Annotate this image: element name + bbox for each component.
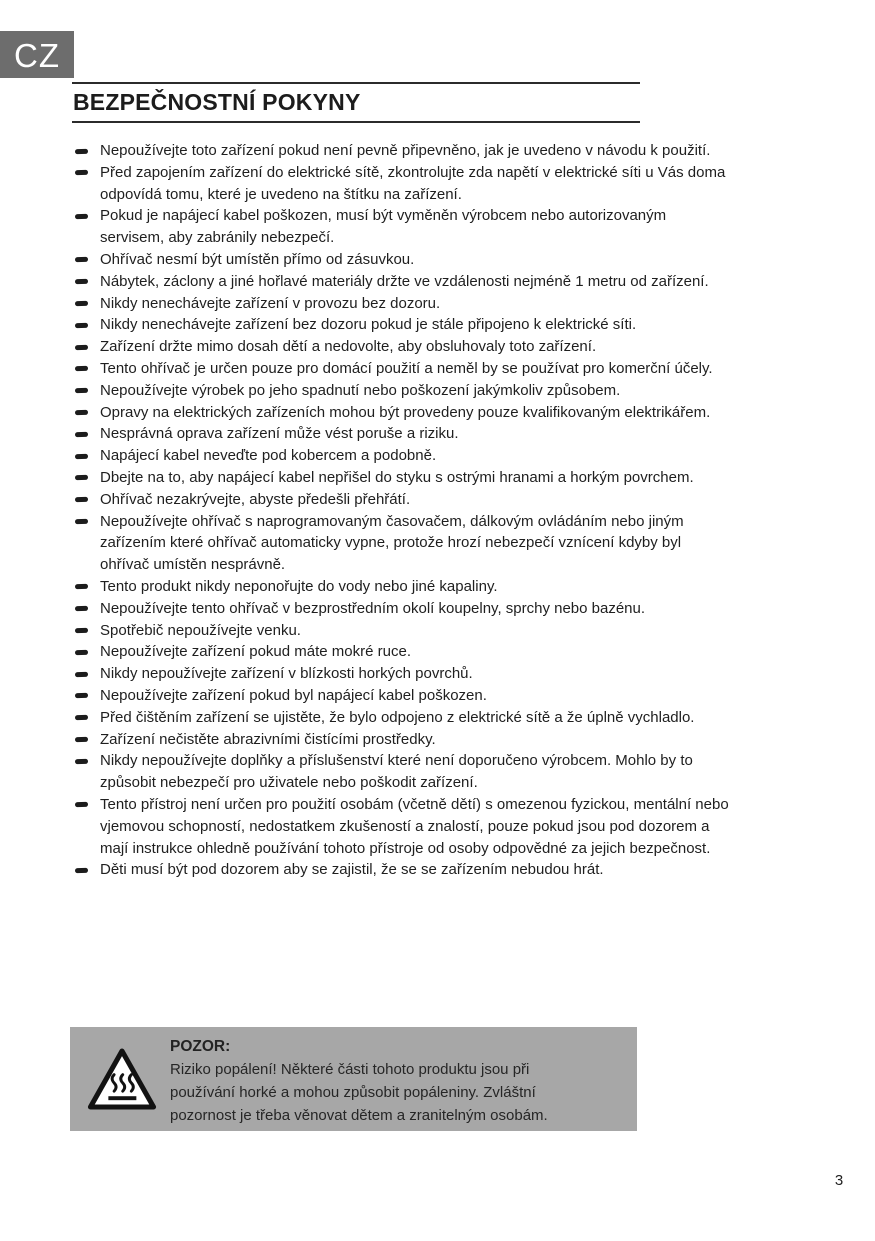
dash-bullet-icon	[75, 148, 88, 153]
list-item	[72, 729, 730, 751]
instruction-text: Tento ohřívač je určen pouze pro domácí použití a neměl by se používat pro komerční účely.	[100, 359, 713, 377]
dash-bullet-icon	[75, 759, 88, 764]
list-item	[72, 402, 730, 424]
instruction-text: Nepoužívejte ohřívač s naprogramovaným časovačem, dálkovým ovládáním nebo jiným zařízením které ohřívač automaticky vypne, protože hrozí nebezpečí vznícení kdyby byl ohřívač umístěn nesprávně.	[100, 512, 684, 574]
list-item	[72, 576, 730, 598]
list-item	[72, 750, 730, 794]
dash-bullet-icon	[75, 519, 88, 524]
dash-bullet-icon	[75, 693, 88, 698]
list-item	[72, 794, 730, 859]
list-item	[72, 140, 730, 162]
dash-bullet-icon	[75, 323, 88, 328]
hot-surface-warning-icon	[86, 1046, 158, 1112]
dash-bullet-icon	[75, 170, 88, 175]
list-item	[72, 249, 730, 271]
instruction-text: Nepoužívejte výrobek po jeho spadnutí nebo poškození jakýmkoliv způsobem.	[100, 381, 621, 399]
list-item	[72, 467, 730, 489]
list-item	[72, 663, 730, 685]
warning-text-block	[170, 1035, 570, 1127]
page-header	[72, 82, 640, 123]
warning-body: Riziko popálení! Některé části tohoto produktu jsou při používání horké a mohou způsobit popáleniny. Zvláštní pozornost je třeba věnovat dětem a zranitelným osobám.	[170, 1061, 548, 1124]
dash-bullet-icon	[75, 366, 88, 371]
list-item	[72, 423, 730, 445]
language-badge	[0, 31, 74, 78]
list-item	[72, 489, 730, 511]
header-rule-bottom	[72, 121, 640, 123]
list-item	[72, 707, 730, 729]
instruction-text: Nikdy nenechávejte zařízení bez dozoru pokud je stále připojeno k elektrické síti.	[100, 316, 637, 334]
list-item	[72, 859, 730, 881]
dash-bullet-icon	[75, 475, 88, 480]
dash-bullet-icon	[75, 214, 88, 219]
instruction-text: Nikdy nenechávejte zařízení v provozu bez dozoru.	[100, 294, 441, 312]
dash-bullet-icon	[75, 388, 88, 393]
instruction-text: Dbejte na to, aby napájecí kabel nepřišel do styku s ostrými hranami a horkým povrchem.	[100, 468, 694, 486]
instruction-text: Nepoužívejte toto zařízení pokud není pevně připevněno, jak je uvedeno v návodu k použití.	[100, 142, 711, 159]
list-item	[72, 205, 730, 249]
dash-bullet-icon	[75, 802, 88, 807]
instruction-text: Nikdy nepoužívejte zařízení v blízkosti horkých povrchů.	[100, 665, 473, 683]
dash-bullet-icon	[75, 497, 88, 502]
dash-bullet-icon	[75, 715, 88, 720]
dash-bullet-icon	[75, 650, 88, 655]
instruction-text: Pokud je napájecí kabel poškozen, musí být vyměněn výrobcem nebo autorizovaným servisem, aby zabránily nebezpečí.	[100, 207, 667, 247]
dash-bullet-icon	[75, 301, 88, 306]
dash-bullet-icon	[75, 737, 88, 742]
warning-box	[70, 1027, 637, 1131]
instruction-text: Spotřebič nepoužívejte venku.	[100, 621, 301, 639]
instruction-text: Napájecí kabel neveďte pod kobercem a podobně.	[100, 447, 437, 465]
list-item	[72, 358, 730, 380]
instruction-text: Nepoužívejte zařízení pokud byl napájecí kabel poškozen.	[100, 686, 487, 704]
language-badge-label: CZ	[14, 36, 60, 74]
list-item	[72, 641, 730, 663]
list-item	[72, 598, 730, 620]
instruction-text: Před zapojením zařízení do elektrické sítě, zkontrolujte zda napětí v elektrické síti u Vás doma odpovídá tomu, které je uvedeno na štítku na zařízení.	[100, 163, 726, 203]
instruction-text: Nikdy nepoužívejte doplňky a příslušenství které není doporučeno výrobcem. Mohlo by to způsobit nebezpečí pro uživatele nebo poškodit zařízení.	[100, 752, 693, 792]
list-item	[72, 293, 730, 315]
dash-bullet-icon	[75, 671, 88, 676]
dash-bullet-icon	[75, 628, 88, 633]
dash-bullet-icon	[75, 410, 88, 415]
list-item	[72, 620, 730, 642]
warning-label: POZOR:	[170, 1038, 231, 1055]
dash-bullet-icon	[75, 257, 88, 262]
dash-bullet-icon	[75, 868, 88, 873]
instruction-text: Děti musí být pod dozorem aby se zajistil, že se se zařízením nebudou hrát.	[100, 861, 604, 879]
list-item	[72, 271, 730, 293]
instruction-text: Nepoužívejte zařízení pokud máte mokré ruce.	[100, 643, 411, 661]
page-title: BEZPEČNOSTNÍ POKYNY	[73, 89, 361, 115]
dash-bullet-icon	[75, 606, 88, 611]
instruction-text: Před čištěním zařízení se ujistěte, že bylo odpojeno z elektrické sítě a že úplně vychladlo.	[100, 708, 695, 726]
instruction-text: Tento produkt nikdy neponořujte do vody nebo jiné kapaliny.	[100, 577, 498, 595]
dash-bullet-icon	[75, 453, 88, 458]
list-item	[72, 314, 730, 336]
dash-bullet-icon	[75, 344, 88, 349]
instruction-text: Zařízení držte mimo dosah dětí a nedovolte, aby obsluhovaly toto zařízení.	[100, 338, 597, 356]
safety-instructions-list	[72, 140, 730, 881]
instruction-text: Nepoužívejte tento ohřívač v bezprostředním okolí koupelny, sprchy nebo bazénu.	[100, 599, 646, 617]
list-item	[72, 511, 730, 576]
instruction-text: Tento přístroj není určen pro použití osobám (včetně dětí) s omezenou fyzickou, mentální nebo vjemovou schopností, nedostatkem zkušeností a znalostí, pouze pokud jsou pod dozorem a mají instrukce ohledně používání tohoto přístroje od osoby odpovědné za jejich bezpečnost.	[100, 795, 729, 857]
list-item	[72, 445, 730, 467]
page-number: 3	[834, 1172, 844, 1189]
instruction-text: Nesprávná oprava zařízení může vést poruše a riziku.	[100, 425, 459, 443]
instruction-text: Nábytek, záclony a jiné hořlavé materiály držte ve vzdálenosti nejméně 1 metru od zařízení.	[100, 272, 709, 290]
instruction-text: Opravy na elektrických zařízeních mohou být provedeny pouze kvalifikovaným elektrikářem.	[100, 403, 711, 421]
list-item	[72, 336, 730, 358]
list-item	[72, 162, 730, 206]
list-item	[72, 380, 730, 402]
dash-bullet-icon	[75, 432, 88, 437]
dash-bullet-icon	[75, 584, 88, 589]
instruction-text: Ohřívač nezakrývejte, abyste předešli přehřátí.	[100, 490, 411, 508]
dash-bullet-icon	[75, 279, 88, 284]
list-item	[72, 685, 730, 707]
instruction-text: Ohřívač nesmí být umístěn přímo od zásuvkou.	[100, 250, 415, 268]
instruction-text: Zařízení nečistěte abrazivními čistícími prostředky.	[100, 730, 436, 748]
